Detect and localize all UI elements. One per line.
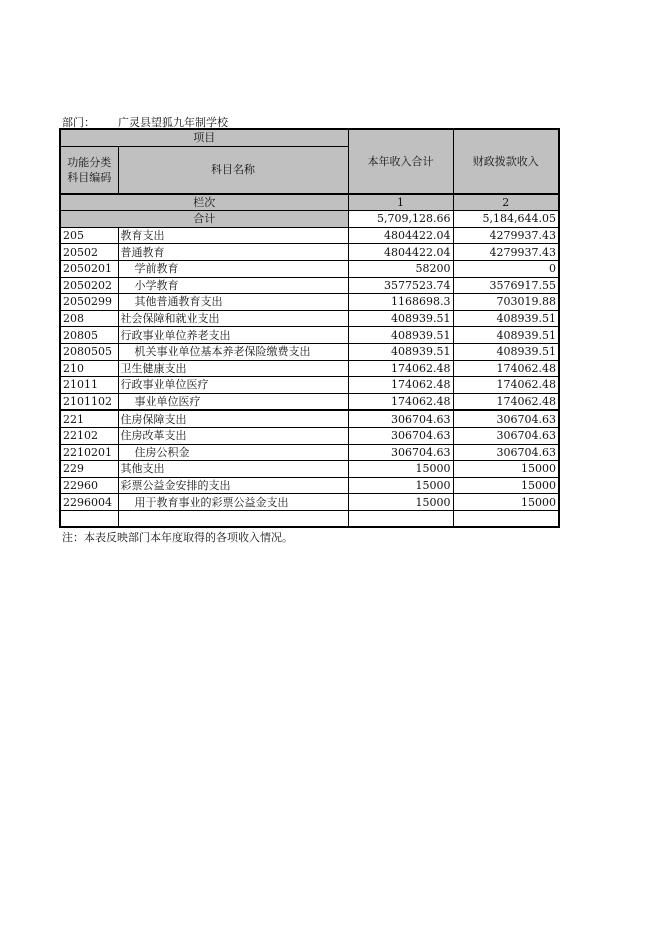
table-row bbox=[60, 343, 559, 360]
row-fiscal-income: 174062.48 bbox=[453, 377, 559, 394]
row-code: 229 bbox=[60, 461, 118, 478]
row-fiscal-income: 306704.63 bbox=[453, 410, 559, 427]
table-row bbox=[60, 510, 559, 527]
row-name: 教育支出 bbox=[118, 227, 348, 244]
row-fiscal-income: 15000 bbox=[453, 494, 559, 511]
header-code-line2: 科目编码 bbox=[67, 170, 112, 184]
row-total-income: 15000 bbox=[348, 494, 453, 511]
row-total-income bbox=[348, 510, 453, 527]
row-fiscal-income: 703019.88 bbox=[453, 294, 559, 311]
row-fiscal-income: 3576917.55 bbox=[453, 277, 559, 294]
table-row bbox=[60, 393, 559, 410]
row-total-income: 15000 bbox=[348, 461, 453, 478]
row-code: 221 bbox=[60, 410, 118, 427]
row-code: 210 bbox=[60, 360, 118, 377]
table-row bbox=[60, 244, 559, 261]
row-code: 22102 bbox=[60, 427, 118, 444]
header-code-line1: 功能分类 bbox=[67, 155, 112, 169]
row-fiscal-income: 408939.51 bbox=[453, 310, 559, 327]
row-code: 2050202 bbox=[60, 277, 118, 294]
row-fiscal-income bbox=[453, 510, 559, 527]
header-name: 科目名称 bbox=[118, 146, 348, 194]
row-code: 2080505 bbox=[60, 343, 118, 360]
total-row bbox=[60, 211, 559, 228]
row-fiscal-income: 408939.51 bbox=[453, 327, 559, 344]
table-row bbox=[60, 444, 559, 461]
row-code: 2101102 bbox=[60, 393, 118, 410]
header-row-project bbox=[60, 129, 559, 146]
table-row bbox=[60, 377, 559, 394]
row-total-income: 306704.63 bbox=[348, 427, 453, 444]
row-total-income: 174062.48 bbox=[348, 360, 453, 377]
row-total-income: 1168698.3 bbox=[348, 294, 453, 311]
department-label: 部门： bbox=[62, 116, 95, 129]
row-fiscal-income: 4279937.43 bbox=[453, 227, 559, 244]
row-total-income: 408939.51 bbox=[348, 343, 453, 360]
row-code: 2210201 bbox=[60, 444, 118, 461]
table-row bbox=[60, 477, 559, 494]
row-total-income: 408939.51 bbox=[348, 327, 453, 344]
row-total-income: 15000 bbox=[348, 477, 453, 494]
table-row bbox=[60, 294, 559, 311]
row-name: 社会保障和就业支出 bbox=[118, 310, 348, 327]
header-project: 项目 bbox=[60, 129, 348, 146]
row-name: 彩票公益金安排的支出 bbox=[118, 477, 348, 494]
row-code: 21011 bbox=[60, 377, 118, 394]
table-row bbox=[60, 410, 559, 427]
row-fiscal-income: 408939.51 bbox=[453, 343, 559, 360]
total-label: 合计 bbox=[60, 211, 348, 228]
row-total-income: 174062.48 bbox=[348, 393, 453, 410]
table-row bbox=[60, 461, 559, 478]
table-row bbox=[60, 277, 559, 294]
table-row bbox=[60, 427, 559, 444]
row-total-income: 306704.63 bbox=[348, 444, 453, 461]
row-fiscal-income: 174062.48 bbox=[453, 360, 559, 377]
row-fiscal-income: 4279937.43 bbox=[453, 244, 559, 261]
row-name: 学前教育 bbox=[118, 260, 348, 277]
row-total-income: 408939.51 bbox=[348, 310, 453, 327]
row-name: 其他支出 bbox=[118, 461, 348, 478]
row-name: 小学教育 bbox=[118, 277, 348, 294]
row-code: 20805 bbox=[60, 327, 118, 344]
table-row bbox=[60, 227, 559, 244]
row-total-income: 4804422.04 bbox=[348, 227, 453, 244]
column-seq-1: 1 bbox=[348, 194, 453, 211]
total-income-value: 5,709,128.66 bbox=[348, 211, 453, 228]
row-fiscal-income: 15000 bbox=[453, 461, 559, 478]
row-name: 行政事业单位医疗 bbox=[118, 377, 348, 394]
row-code: 22960 bbox=[60, 477, 118, 494]
column-seq-2: 2 bbox=[453, 194, 559, 211]
row-fiscal-income: 15000 bbox=[453, 477, 559, 494]
table-row bbox=[60, 310, 559, 327]
row-fiscal-income: 306704.63 bbox=[453, 427, 559, 444]
department-value: 广灵县望狐九年制学校 bbox=[118, 116, 228, 129]
row-name: 普通教育 bbox=[118, 244, 348, 261]
row-total-income: 174062.48 bbox=[348, 377, 453, 394]
row-code: 2050299 bbox=[60, 294, 118, 311]
total-fiscal-value: 5,184,644.05 bbox=[453, 211, 559, 228]
row-code: 2050201 bbox=[60, 260, 118, 277]
table-row bbox=[60, 360, 559, 377]
row-code bbox=[60, 510, 118, 527]
table-row bbox=[60, 327, 559, 344]
row-code: 205 bbox=[60, 227, 118, 244]
column-seq-row bbox=[60, 194, 559, 211]
row-total-income: 306704.63 bbox=[348, 410, 453, 427]
row-name: 卫生健康支出 bbox=[118, 360, 348, 377]
row-name: 其他普通教育支出 bbox=[118, 294, 348, 311]
row-code: 208 bbox=[60, 310, 118, 327]
row-total-income: 3577523.74 bbox=[348, 277, 453, 294]
income-table bbox=[59, 128, 560, 528]
row-name: 机关事业单位基本养老保险缴费支出 bbox=[118, 343, 348, 360]
row-fiscal-income: 0 bbox=[453, 260, 559, 277]
column-seq-label: 栏次 bbox=[60, 194, 348, 211]
row-code: 2296004 bbox=[60, 494, 118, 511]
table-row bbox=[60, 260, 559, 277]
header-fiscal-income: 财政拨款收入 bbox=[453, 129, 559, 194]
table-row bbox=[60, 494, 559, 511]
row-name: 行政事业单位养老支出 bbox=[118, 327, 348, 344]
row-total-income: 4804422.04 bbox=[348, 244, 453, 261]
header-code bbox=[60, 146, 118, 194]
row-name: 住房公积金 bbox=[118, 444, 348, 461]
row-fiscal-income: 306704.63 bbox=[453, 444, 559, 461]
row-name: 用于教育事业的彩票公益金支出 bbox=[118, 494, 348, 511]
header-total-income: 本年收入合计 bbox=[348, 129, 453, 194]
row-name: 住房保障支出 bbox=[118, 410, 348, 427]
row-name bbox=[118, 510, 348, 527]
row-name: 事业单位医疗 bbox=[118, 393, 348, 410]
footnote: 注：本表反映部门本年度取得的各项收入情况。 bbox=[62, 531, 293, 544]
row-code: 20502 bbox=[60, 244, 118, 261]
row-name: 住房改革支出 bbox=[118, 427, 348, 444]
row-fiscal-income: 174062.48 bbox=[453, 393, 559, 410]
row-total-income: 58200 bbox=[348, 260, 453, 277]
